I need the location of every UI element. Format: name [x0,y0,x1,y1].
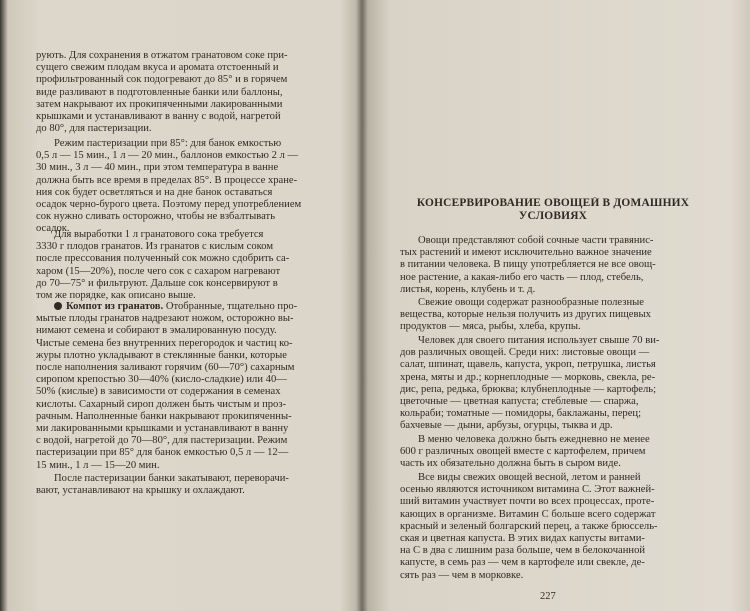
text-line: сять раз — чем в морковке. [400,569,524,581]
text-line: Человек для своего питания использует свыше 70 ви- [418,335,660,346]
text-line: осенью являются источником витамина С. Этот важней- [400,484,655,496]
text-line: Для выработки 1 л гранатового сока требуется [54,229,264,240]
text-line: капусте, в семь раз — чем в картофеле или свекле, де- [400,557,645,569]
text-line: кающих в организме. Витамин С больше всего содержат [400,508,656,520]
text-line: ное растение, а какая-либо его часть — плод, стебель, [400,271,644,283]
right-page [364,0,750,611]
right-paragraph-2 [400,297,720,334]
text-line: цветочные — цветная капуста; стеблевые — спаржа, [400,396,639,408]
text-line: Чистые семена без внутренних перегородок и частиц ко- [36,337,293,349]
text-line: до 80°, для пастеризации. [36,123,152,135]
text-line: После пастеризации банки закатывают, переворачи- [54,473,289,484]
left-paragraph-4 [36,301,340,472]
text-line: ми лакированными крышками и устанавливают в ванну [36,423,289,435]
text-line: часть их обязательно должна быть в сыром виде. [400,458,621,470]
text-line: дис, репа, редька, брюква; клубнеплодные — картофель; [400,383,657,395]
text-line: Овощи представляют собой сочные части травянис- [418,235,654,246]
text-line: листья, корень, клубень и т. д. [400,283,536,295]
text-line: журы плотно укладывают в стеклянные банки, которые [36,349,287,361]
text-line: 15 мин., 1 л — 15—20 мин. [36,459,160,471]
text-line: 0,5 л — 15 мин., 1 л — 20 мин., баллонов емкостью 2 л — [36,150,299,162]
text-line: харом (15—20%), после чего сок с сахаром нагревают [36,265,281,277]
text-line: вещества, которые нельзя получить из других пищевых [400,309,651,321]
text-line: сок нужно сливать осторожно, чтобы не взбалтывать [36,211,276,223]
text-line: крышками и устанавливают в ванну с водой, нагретой [36,111,281,123]
text-line: сущего свежим плодам вкуса и аромата отстоенный и [36,62,279,74]
text-line: кислоты. Сахарный сироп должен быть чистым и проз- [36,398,287,410]
text-line: пастеризации при 85° для банок емкостью 0,5 л — 12— [36,447,289,459]
left-paragraph-1 [36,50,340,135]
text-line: 50% (кислые) в зависимости от содержания в семенах [36,386,281,398]
text-line: В меню человека должно быть ежедневно не менее [418,434,650,445]
text-line: сиропом крепостью 30—40% (кисло-сладкие) или 40— [36,374,287,386]
text-line: рують. Для сохранения в отжатом гранатовом соке при- [36,50,288,61]
text-line: виде разливают в подготовленные банки или баллоны, [36,86,283,98]
right-paragraph-1 [400,235,720,296]
bullet-icon [54,302,62,310]
text-line: осадок черно-бурого цвета. Поэтому перед употреблением [36,199,302,211]
text-line: 600 г различных овощей вместе с картофелем, причем [400,446,646,458]
text-line: кольраби; томатные — помидоры, баклажаны, перец; [400,408,642,420]
text-line: с водой, нагретой до 70—80°, для пастеризации. Режим [36,435,288,447]
right-paragraph-3 [400,335,720,433]
heading-line: КОНСЕРВИРОВАНИЕ ОВОЩЕЙ В ДОМАШНИХ [416,197,690,209]
text-line: мытые плоды гранатов надрезают ножом, осторожно вы- [36,313,294,325]
text-line: нимают семена и собирают в эмалированную посуду. [36,325,277,337]
text-line: ния сок будет осветляться и на дне банок оставаться [36,186,273,198]
text-line: ская и цветная капуста. В этих видах капусты витами- [400,533,645,545]
text-line: Свежие овощи содержат разнообразные полезные [418,297,644,308]
text-line: 30 мин., 3 л — 40 мин., при этом температура в ванне [36,162,279,174]
text-line: должна быть все время в пределах 85°. В процессе хране- [36,174,298,186]
text-line: после прессования полученный сок можно сдобрить са- [36,253,290,265]
text-line: ший витамин участвует почти во всех процессах, проте- [400,496,655,508]
text-line: после наполнения заливают горячим (60—70°) сахарным [36,362,295,374]
page-number: 227 [540,591,556,602]
right-paragraph-4 [400,434,720,471]
section-heading [412,197,694,223]
text-line: в питании человека. В пищу употребляется не все овощ- [400,259,656,271]
text-line: тых растений и имеют исключительно важное значение [400,247,652,259]
left-paragraph-3 [36,229,340,302]
text-line: осадок. [36,223,70,235]
text-line: бахчевые — дыни, арбузы, огурцы, тыква и др. [400,420,613,432]
text-line: салат, шпинат, щавель, капуста, укроп, петрушка, листья [400,359,656,371]
heading-line: УСЛОВИЯХ [518,210,588,222]
text-fragment: Отобранные, тщательно про- [163,301,298,312]
text-line: вают, устанавливают на крышку и охлаждают. [36,485,245,497]
compote-line [36,301,340,313]
text-line: хрена, мяты и др.; корнеплодные — морковь, свекла, ре- [400,371,656,383]
text-line: затем накрывают их прокипяченными лакированными [36,98,283,110]
text-line: Все виды свежих овощей весной, летом и ранней [418,472,641,483]
compote-title: Компот из гранатов. [66,301,164,312]
text-line: 3330 г плодов гранатов. Из гранатов с кислым соком [36,241,274,253]
text-line: Режим пастеризации при 85°: для банок емкостью [54,138,282,149]
text-line: профильтрованный сок подогревают до 85° и в горячем [36,74,288,86]
text-line: дов различных овощей. Среди них: листовые овощи — [400,347,650,359]
left-page [0,0,360,611]
right-paragraph-5 [400,472,720,582]
text-line: продуктов — мяса, рыбы, хлеба, крупы. [400,321,581,333]
text-line: рачным. Наполненные банки накрывают прокипяченны- [36,410,292,422]
text-line: красный и зеленый болгарский перец, а также брюссель- [400,520,658,532]
left-paragraph-5 [36,473,340,497]
text-line: на С в два с лишним раза больше, чем в белокочанной [400,545,646,557]
text-line: том же порядке, как описано выше. [36,290,196,302]
left-paragraph-2 [36,138,340,236]
text-line: до 70—75° и фильтруют. Дальше сок консервируют в [36,277,278,289]
